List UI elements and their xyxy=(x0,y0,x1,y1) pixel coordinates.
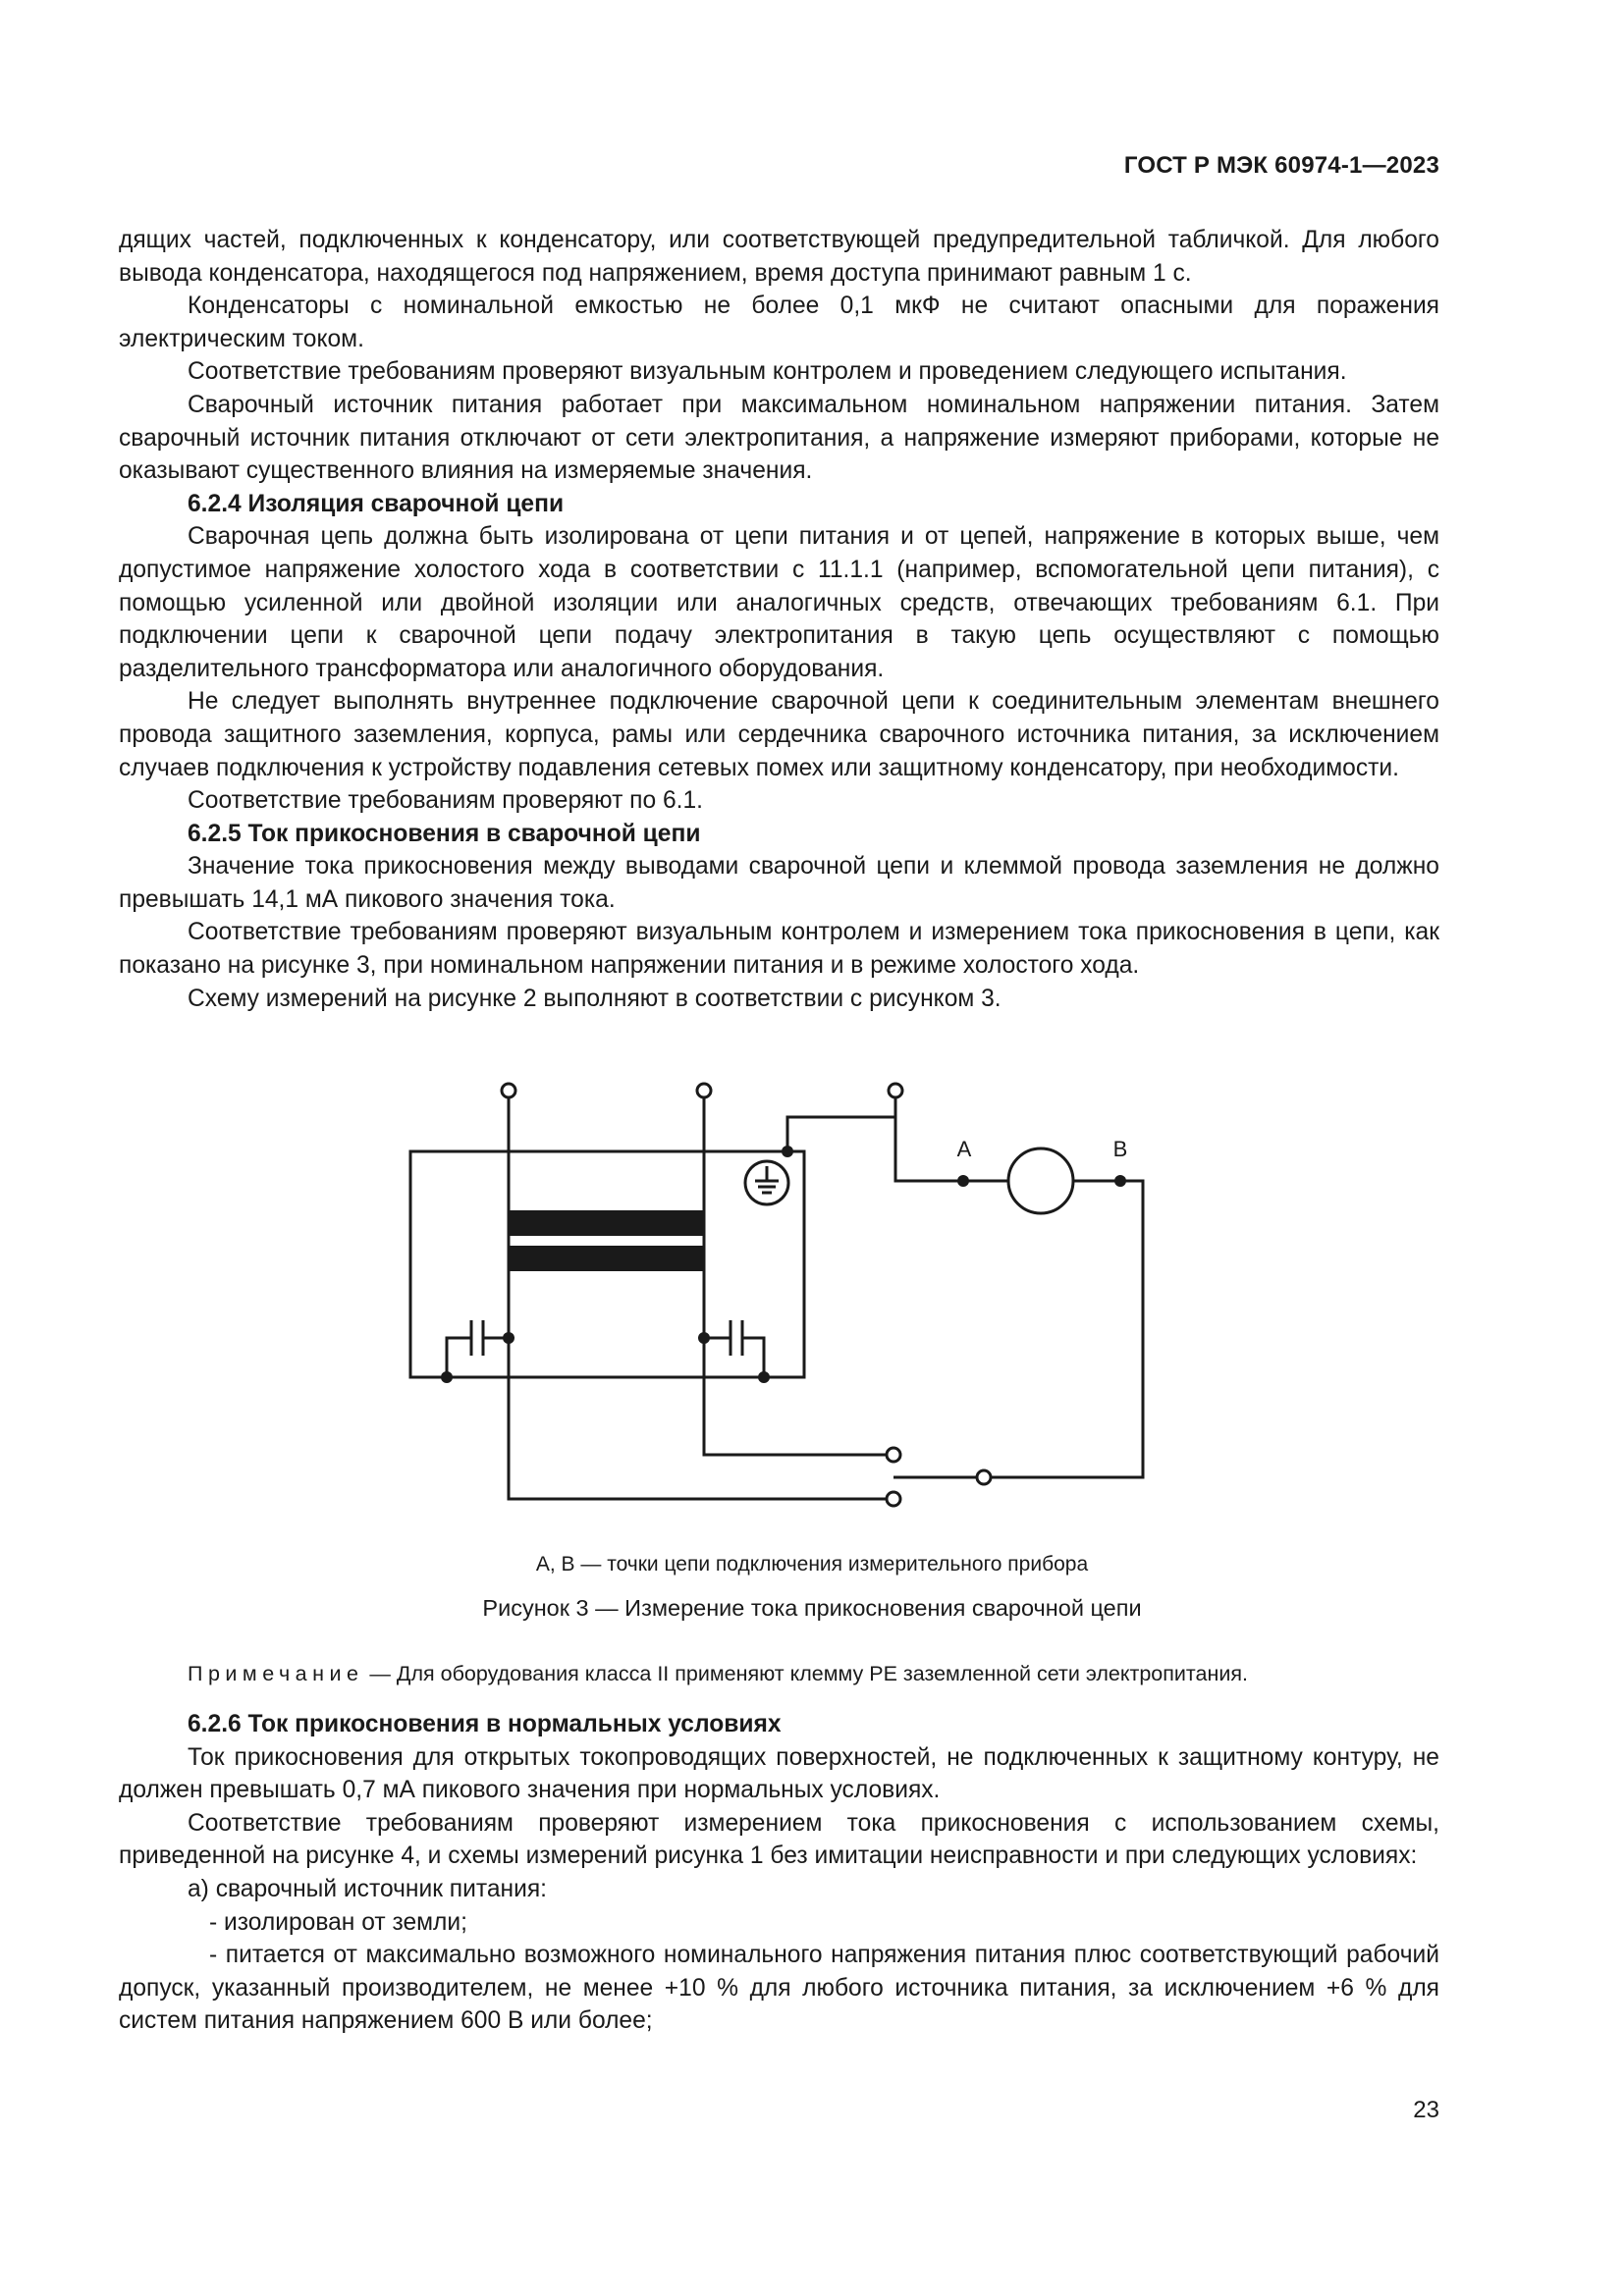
paragraph: Ток прикосновения для открытых токопроводящих поверхностей, не подключенных к защитному контуру, не должен превышать 0,7 мА пикового значения при нормальных условиях. xyxy=(119,1743,1439,1804)
junction-dot xyxy=(758,1371,770,1383)
junction-dot xyxy=(698,1332,710,1344)
paragraph: Соответствие требованиям проверяют по 6.1. xyxy=(188,787,704,815)
terminal-left xyxy=(502,1084,515,1097)
figure-3-circuit-diagram xyxy=(393,1075,1178,1526)
junction-dot-b xyxy=(1114,1175,1126,1187)
paragraph: Сварочный источник питания работает при максимальном номинальном напряжении питания. Затем сварочный источник питания отключают от сети электропитания, а напряжение измеряют приборами, которые не оказывают существенного влияния на измеряемые значения. xyxy=(119,391,1439,485)
list-item: - изолирован от земли; xyxy=(209,1908,467,1936)
figure-caption: Рисунок 3 — Измерение тока прикосновения сварочной цепи xyxy=(482,1595,1142,1621)
paragraph: Схему измерений на рисунке 2 выполняют в соответствии с рисунком 3. xyxy=(188,985,1001,1012)
paragraph: Соответствие требованиям проверяют визуальным контролем и измерением тока прикосновения в цепи, как показано на рисунке 3, при номинальном напряжении питания и в режиме холостого хода. xyxy=(119,919,1439,980)
cap-left-plates xyxy=(471,1320,483,1356)
wire-b-return xyxy=(984,1181,1143,1477)
cap-right-plates xyxy=(731,1320,742,1356)
junction-dot xyxy=(503,1332,514,1344)
list-item: - питается от максимально возможного номинального напряжения питания плюс соответствующий рабочий допуск, указанный производителем, не менее +10 % для любого источника питания, за исключением +6 % для систем питания напряжением 600 В или более; xyxy=(119,1942,1439,2035)
note-text: — Для оборудования класса II применяют клемму РЕ заземленной сети электропитания. xyxy=(363,1662,1248,1685)
transformer-core-lower xyxy=(509,1246,704,1271)
note xyxy=(188,1662,1439,1686)
junction-dot xyxy=(441,1371,453,1383)
paragraph: Конденсаторы с номинальной емкостью не более 0,1 мкФ не считают опасными для поражения электрическим током. xyxy=(119,293,1439,352)
document-header: ГОСТ Р МЭК 60974-1—2023 xyxy=(1123,152,1439,179)
wire-to-a xyxy=(895,1117,963,1181)
body-text-top xyxy=(119,224,1439,1015)
list-item: а) сварочный источник питания: xyxy=(188,1875,547,1902)
figure-legend: А, В — точки цепи подключения измерительного прибора xyxy=(535,1553,1089,1575)
switch-contact-lower xyxy=(887,1492,900,1506)
section-heading-6-2-4: 6.2.4 Изоляция сварочной цепи xyxy=(188,490,565,517)
paragraph: Не следует выполнять внутреннее подключение сварочной цепи к соединительным элементам внешнего провода защитного заземления, корпуса, рамы или сердечника сварочного источника питания, за исключением случаев подключения к устройству подавления сетевых помех или защитному конденсатору, при необходимости. xyxy=(119,688,1439,781)
label-point-b: B xyxy=(1112,1137,1128,1161)
switch-pivot xyxy=(977,1470,991,1484)
paragraph: Соответствие требованиям проверяют визуальным контролем и проведением следующего испытания. xyxy=(188,358,1347,386)
section-heading-6-2-5: 6.2.5 Ток прикосновения в сварочной цепи xyxy=(188,820,701,847)
switch-contact-upper xyxy=(887,1448,900,1462)
paragraph: дящих частей, подключенных к конденсатору, или соответствующей предупредительной табличкой. Для любого вывода конденсатора, находящегося под напряжением, время доступа принимают равным 1 с. xyxy=(119,227,1439,287)
terminal-right xyxy=(697,1084,711,1097)
paragraph: Значение тока прикосновения между выводами сварочной цепи и клеммой провода заземления не должно превышать 14,1 мА пикового значения тока. xyxy=(119,853,1439,913)
terminal-pe xyxy=(889,1084,902,1097)
wire-lower-contact xyxy=(509,1430,893,1499)
page-number: 23 xyxy=(1413,2097,1439,2123)
junction-dot xyxy=(782,1146,793,1157)
paragraph: Сварочная цепь должна быть изолирована от цепи питания и от цепей, напряжение в которых выше, чем допустимое напряжение холостого хода в соответствии с 11.1.1 (например, вспомогательной цепи питания), с помощью усиленной или двойной изоляции или аналогичных средств, отвечающих требованиям 6.1. При подключении цепи к сварочной цепи подачу электропитания в такую цепь осуществляют с помощью разделительного трансформатора или аналогичного оборудования. xyxy=(119,523,1439,682)
cap-right-wire-b xyxy=(742,1338,764,1377)
label-point-a: A xyxy=(956,1137,972,1161)
circuit-diagram xyxy=(393,1075,1178,1526)
meter-circle xyxy=(1008,1148,1073,1213)
earth-symbol-lines xyxy=(755,1166,779,1193)
body-text-bottom xyxy=(119,1708,1439,2038)
paragraph: Соответствие требованиям проверяют измерением тока прикосновения с использованием схемы, приведенной на рисунке 4, и схемы измерений рисунка 1 без имитации неисправности и при следующих условиях: xyxy=(119,1809,1439,1870)
transformer-core-upper xyxy=(509,1210,704,1236)
section-heading-6-2-6: 6.2.6 Ток прикосновения в нормальных условиях xyxy=(188,1711,782,1737)
junction-dot-a xyxy=(957,1175,969,1187)
wire-pe-terminal xyxy=(787,1097,895,1148)
cap-left-wire-a xyxy=(447,1338,471,1377)
note-label: Примечание xyxy=(188,1662,364,1685)
